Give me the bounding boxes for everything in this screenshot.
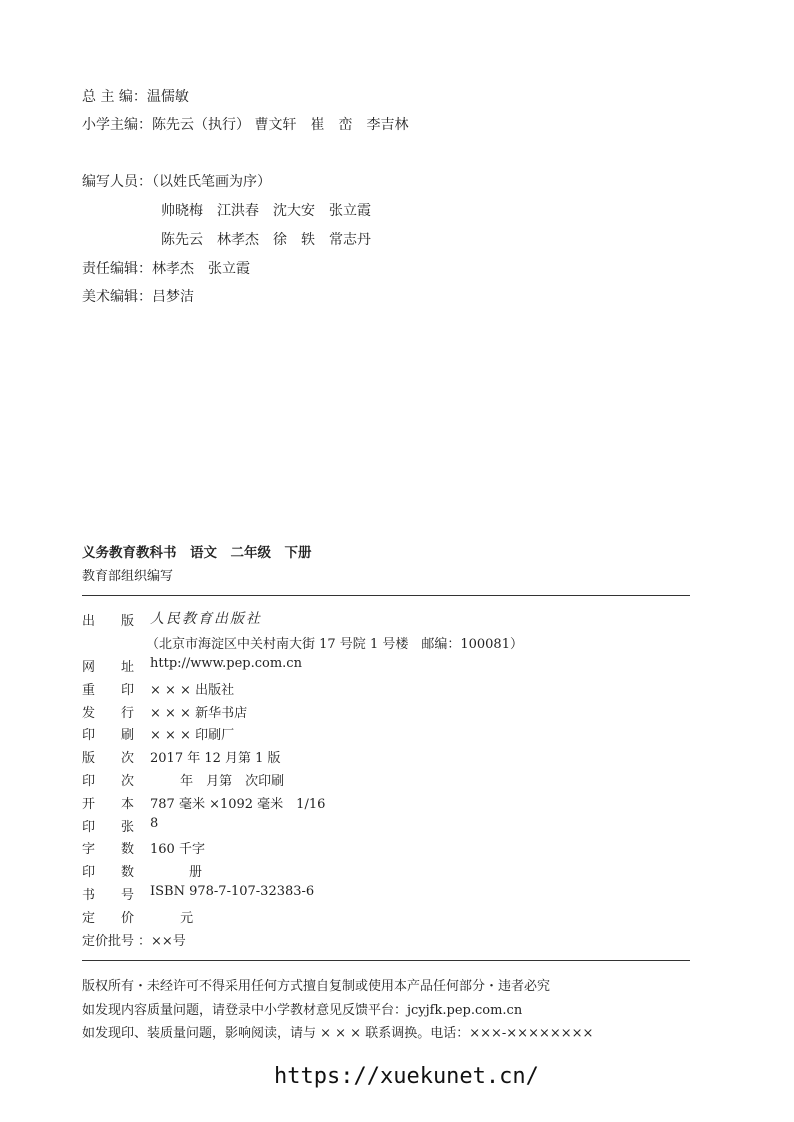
publisher-logo: 人民教育出版社 (150, 611, 262, 627)
info-row-label: 印 张 (82, 819, 135, 835)
info-row-label: 开 本 (82, 796, 135, 812)
info-row-value: 787 毫米 ×1092 毫米 1/16 (150, 796, 326, 812)
info-row-value: 160 千字 (150, 842, 205, 858)
info-row-label: 定 价 (82, 910, 135, 926)
info-row-value: × × × 新华书店 (150, 705, 248, 721)
chief-editor: 总 主 编：温儒敏 (82, 89, 189, 105)
info-row-value: 2017 年 12 月第 1 版 (150, 751, 281, 767)
info-row-label: 重 印 (82, 682, 135, 698)
watermark-url: https://xuekunet.cn/ (274, 1064, 539, 1089)
publisher-label: 出 版 (82, 614, 135, 629)
compiled-by: 教育部组织编写 (82, 569, 174, 584)
copyright-notice: 版权所有・未经许可不得采用任何方式擅自复制或使用本产品任何部分・违者必究 (82, 979, 551, 994)
primary-editors: 小学主编：陈先云（执行） 曹文轩 崔 峦 李吉林 (82, 117, 409, 133)
info-row-label: 印 次 (82, 774, 135, 789)
responsible-editors: 责任编辑：林孝杰 张立霞 (82, 261, 250, 277)
info-row-value: 8 (150, 815, 159, 831)
info-row-value: 册 (150, 865, 203, 881)
info-row-value: ：××号 (138, 933, 186, 949)
info-row-value: × × × 印刷厂 (150, 728, 235, 744)
info-row-label: 印 刷 (82, 728, 135, 744)
info-row-label: 定价批号 (82, 933, 135, 949)
info-row-value: 元 (150, 910, 194, 926)
info-row-value: 年 月第 次印刷 (150, 774, 285, 789)
content-issue-notice: 如发现内容质量问题，请登录中小学教材意见反馈平台：jcyjfk.pep.com.cn (82, 1003, 523, 1018)
info-row-label: 印 数 (82, 865, 135, 881)
writers-row-1: 帅晓梅 江洪春 沈大安 张立霞 (161, 203, 371, 219)
publisher-address: （北京市海淀区中关村南大街 17 号院 1 号楼 邮编：100081） (146, 637, 523, 652)
writers-row-2: 陈先云 林孝杰 徐 轶 常志丹 (161, 232, 371, 248)
print-issue-notice: 如发现印、装质量问题，影响阅读，请与 × × × 联系调换。电话：×××-×××××××× (82, 1026, 594, 1041)
bottom-divider (82, 960, 690, 961)
info-row-label: 书 号 (82, 888, 135, 903)
info-row-label: 发 行 (82, 705, 135, 721)
art-editor: 美术编辑：吕梦洁 (82, 289, 194, 305)
top-divider (82, 595, 690, 596)
info-row-value: http://www.pep.com.cn (150, 656, 302, 671)
info-row-label: 版 次 (82, 751, 135, 767)
info-row-value: ISBN 978-7-107-32383-6 (150, 884, 315, 899)
writers-label: 编写人员：（以姓氏笔画为序） (82, 174, 271, 190)
info-row-label: 字 数 (82, 842, 135, 858)
info-row-label: 网 址 (82, 660, 135, 675)
info-row-value: × × × 出版社 (150, 682, 235, 698)
book-title: 义务教育教科书 语文 二年级 下册 (82, 545, 312, 561)
